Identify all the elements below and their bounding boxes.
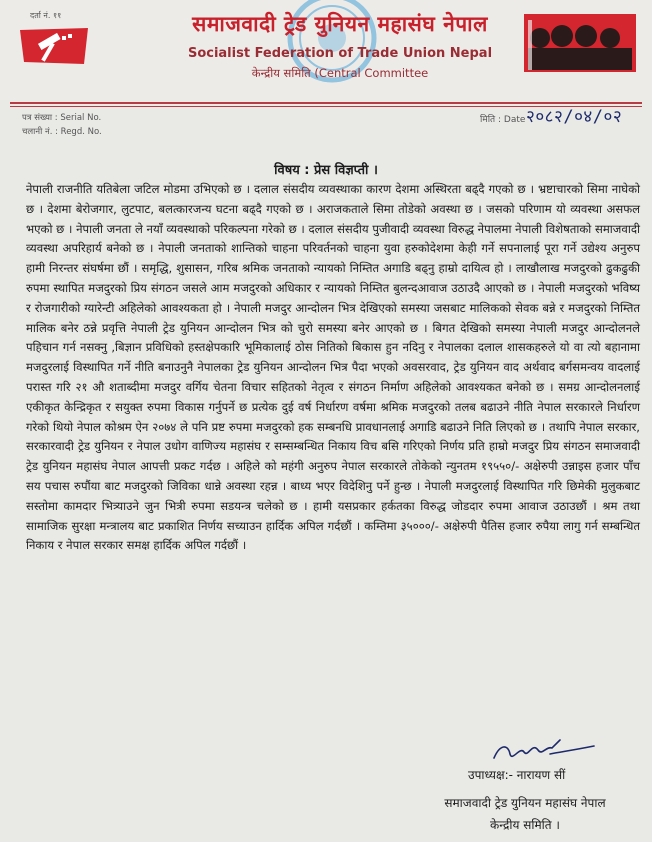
date-value: २०८२/०४/०२: [526, 107, 623, 127]
registration-number: दर्ता नं. ११: [30, 11, 62, 20]
body-paragraph: नेपाली राजनीति यतिबेला जटिल मोडमा उभिएको छ । दलाल संसदीय व्यवस्थाका कारण देशमा अस्थिरता बढ्दै गएको छ । भ्रष्टाचारको सिमा नाघेको छ । देशमा बेरोजगार, लुटपाट, बलत्कारजन्य घटना बढ्दै गएको छ । अराजकताले सिमा तोडेको अवस्था छ । जसको परिणाम यो व्यवस्था असफल भएको छ । नेपाली जनता ले नयाँ व्यवस्थाको परिकल्पना गरेको छ । दलाल संसदीय पुजीवादी व्यवस्था विरुद्ध नेपालमा नेपाली विशेषताको समाजवादी व्यवस्था अपरिहार्य बनेको छ । नेपाली जनताको शान्तिको चाहना परिवर्तनको चाहना युवा हरुकोदेशमा केही गर्ने सपनालाई पूरा गर्ने उद्येश्य अनुरुप हामी निरन्तर संघर्षमा छौं । समृद्धि, शुसासन, गरिब श्रमिक जनताको न्यायको निम्तित अगाडि बढ्नु हाम्रो दायित्व हो । लाखौलाख मजदुरको ढुकढुकी रुपमा स्थापित मजदुरको प्रिय संगठन जसले आम मजदुरको अधिकार र न्यायको निम्तित बुलन्दआवाज उठाउदै आएको छ । नेपाली मजदुरको भविष्य र रोजगारीको ग्यारेन्टी अहिलेको आवश्यकता हो । नेपाली मजदुर आन्दोलन भित्र देखिएको समस्या जसबाट मालिकको सेवक बन्ने र मजदुरको निम्तित मालिक बनेर ठन्ने प्रवृत्ति नेपाली ट्रेड युनियन आन्दोलन भित्र को चुरो समस्या बनेर आएको छ । बिगत देखिको समस्या नेपाली मजदुर आन्दोलनले पहिचान गर्न नसक्नु ,बिज्ञान प्रविधिको हस्तक्षेपकारि भूमिकालाई ठोस नितिको बिकास हुन नदिनु र नेपालका दलाल शासकहरुले यो वा त्यो बहानामा मजदुरलाई विस्थापित गर्ने नीति बनाउनुनै नेपालका ट्रेड युनियन आन्दोलन भित्र पैदा भएको अवसरवाद, ट्रेड युनियन वाद अर्थवाद बर्गसमन्वय वादलाई परास्त गरि २१ औ शताब्दीमा मजदुर वर्गिय चेतना विचार सहितको नेतृत्व र संगठन निर्माण अहिलेको आवश्यकत बनेको छ । समग्र आन्दोलनलाई एकीकृत केन्द्रिकृत र सयुक्त रुपमा विकास गर्नुपर्ने छ प्रत्येक दुई वर्ष निर्धारण वर्षमा श्रमिक मजदुरको तलब बढाउने नीति नेपाल सरकारले निर्धारण गरेको थियो नेपाल कोश्रम ऐन २०७४ ले पनि प्रष्ट रुपमा मजदुरको हक सम्बनधि प्रावधानलाई अगाडि बढाउने निति लिएको छ । तथापि नेपाल सरकार, सरकारवादी ट्रेड युनियन र नेपाल उधोग वाणिज्य महासंघ र सम्सम्बन्धित निकाय विच बसि गरिएको निर्णय प्रति हाम्रो मजदुर प्रिय संगठन समाजवादी ट्रेड युनियन महासंघ नेपाल आपत्ती प्रकट गर्दछ । अहिले को महंगी अनुरुप नेपाल सरकारले तोकेको न्युनतम १९५५०/- अक्षेरुपी उन्नाइस हजार पाँच सय पचास रुपौंया बाट मजदुरको जिविका धान्ने अवस्था रहन्न । बाध्य भएर विदेशिनु पर्ने हुन्छ । नेपाली मजदुरलाई विस्थापित गरि छिमेकी मुलुकबाट सस्तोमा कामदार भित्र्याउने जुन भित्री रुपमा सडयन्त्र चलेको छ । हामी यसप्रकार हर्कतका विरुद्ध जोडदार रुपमा आवाज उठाउछौं । श्रम तथा सामाजिक सुरक्षा मन्त्रालय बाट प्रकाशित निर्णय सच्याउन हार्दिक अपिल गर्दछौं । कम्तिमा ३५०००/- अक्षेरुपी पैतिस हजार रुपैया लागु गर्न सम्बन्धित निकाय र नेपाल सरकार समक्ष हार्दिक अपिल गर्दछौं ।: [26, 182, 640, 553]
leaders-portrait-logo-icon: [524, 14, 636, 72]
letter-body: [26, 180, 640, 556]
letterhead: [0, 0, 652, 100]
organization-name-nepali: समाजवादी ट्रेड युनियन महासंघ नेपाल: [192, 12, 488, 36]
registration-number-label: चलानी नं. : Regd. No.: [22, 127, 102, 137]
hammer-logo-icon: [18, 26, 90, 66]
serial-number-label: पत्र संख्या : Serial No.: [22, 113, 102, 123]
subject-line: विषय : प्रेस विज्ञप्ती ।: [274, 163, 378, 178]
signatory-organization: समाजवादी ट्रेड युनियन महासंघ नेपाल: [444, 796, 606, 810]
date-label: मिति : Date: [480, 115, 526, 125]
committee-label: केन्द्रीय समिति (Central Committee: [251, 66, 429, 80]
signatory-designation: उपाध्यक्ष:- नारायण सीं: [468, 768, 566, 782]
organization-name-english: Socialist Federation of Trade Union Nepal: [187, 46, 493, 61]
handwritten-signature-icon: [490, 736, 600, 766]
signatory-committee: केन्द्रीय समिति ।: [490, 818, 560, 832]
